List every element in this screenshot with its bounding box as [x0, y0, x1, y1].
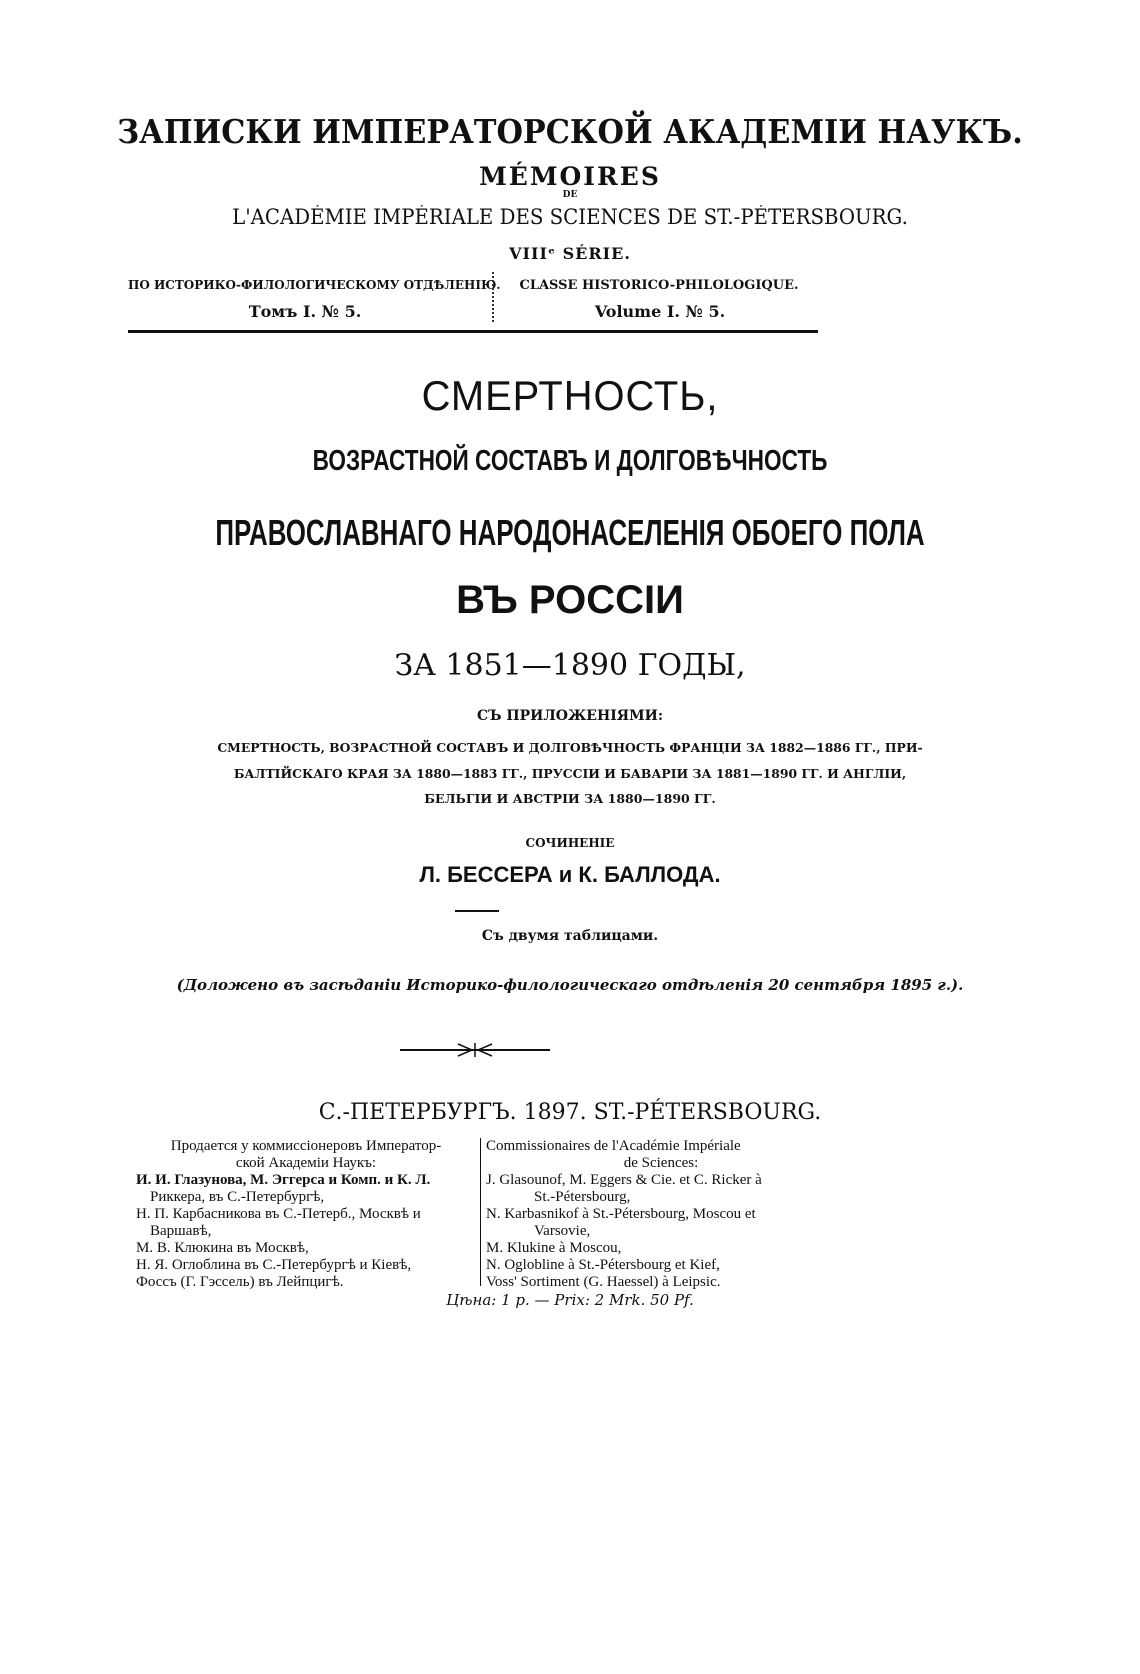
sellers-fr-line: N. Oglobline à St.-Pétersbourg et Kief, [486, 1257, 720, 1273]
sellers-ru-line: Варшавѣ, [150, 1223, 212, 1239]
sellers-ru-line: Риккера, въ С.-Петербургѣ, [150, 1189, 325, 1205]
sellers-ru-line: Продается у коммиссіонеровъ Император- [170, 1138, 442, 1154]
tables-note: Съ двумя таблицами. [481, 928, 659, 944]
author-names: Л. БЕССЕРА и К. БАЛЛОДА. [419, 862, 721, 887]
tome-ru: Томъ I. № 5. [248, 302, 362, 321]
sellers-fr-line: St.-Pétersbourg, [534, 1189, 631, 1205]
sellers-fr-column [486, 1138, 836, 1291]
sellers-ru-column [136, 1138, 476, 1291]
sellers-fr-line: de Sciences: [623, 1155, 699, 1171]
sellers-ru-line: Фоссъ (Г. Гэссель) въ Лейпцигѣ. [136, 1274, 344, 1290]
sellers-fr-line: M. Klukine à Moscou, [486, 1240, 622, 1256]
title-line-4: ВЪ РОССІИ [456, 578, 684, 622]
serie-label: VIIIᵉ SÉRIE. [509, 244, 631, 263]
series-title-ru: ЗАПИСКИ ИМПЕРАТОРСКОЙ АКАДЕМІИ НАУКЪ. [117, 112, 1023, 151]
title-line-3: ПРАВОСЛАВНАГО НАРОДОНАСЕЛЕНІЯ ОБОЕГО ПОЛА [215, 512, 925, 553]
presentation-note: (Доложено въ засѣданіи Историко-филологическаго отдѣленія 20 сентября 1895 г.). [176, 976, 964, 994]
appendix-line-2: БАЛТІЙСКАГО КРАЯ ЗА 1880—1883 ГГ., ПРУССІИ И БАВАРІИ ЗА 1881—1890 ГГ. И АНГЛІИ, [233, 766, 907, 781]
header-column-separator [492, 272, 494, 322]
appendix-heading: СЪ ПРИЛОЖЕНІЯМИ: [476, 708, 663, 724]
sellers-ru-line: Н. Я. Оглоблина въ С.-Петербургѣ и Кіевѣ, [136, 1257, 412, 1273]
appendix-line-1: СМЕРТНОСТЬ, ВОЗРАСТНОЙ СОСТАВЪ И ДОЛГОВѢЧНОСТЬ ФРАНЦІИ ЗА 1882—1886 ГГ., ПРИ- [217, 740, 923, 755]
price: Цѣна: 1 р. — Prix: 2 Mrk. 50 Pf. [446, 1291, 694, 1309]
title-line-1: СМЕРТНОСТЬ, [421, 372, 719, 419]
sellers-fr-line: Commissionaires de l'Académie Impériale [486, 1138, 741, 1154]
sellers-fr-line: Varsovie, [534, 1223, 591, 1239]
imprint-column-separator [480, 1138, 481, 1286]
sellers-fr-line: Voss' Sortiment (G. Haessel) à Leipsic. [486, 1274, 721, 1290]
ornament-divider [400, 1040, 550, 1060]
sellers-fr-line: J. Glasounof, M. Eggers & Cie. et C. Ricker à [486, 1172, 762, 1188]
academie-line: L'ACADÉMIE IMPÉRIALE DES SCIENCES DE ST.-PÉTERSBOURG. [232, 205, 908, 229]
tome-fr: Volume I. № 5. [594, 302, 726, 321]
sellers-ru-line: М. В. Клюкина въ Москвѣ, [136, 1240, 309, 1256]
header-rule [128, 330, 818, 333]
dept-fr: CLASSE HISTORICO-PHILOLOGIQUE. [519, 278, 799, 293]
dept-ru: ПО ИСТОРИКО-ФИЛОЛОГИЧЕСКОМУ ОТДѢЛЕНІЮ. [128, 278, 501, 292]
sellers-ru-line: И. И. Глазунова, М. Эггерса и Комп. и К. Л. [136, 1172, 431, 1188]
appendix-line-3: БЕЛЬГІИ И АВСТРІИ ЗА 1880—1890 ГГ. [424, 791, 716, 806]
sellers-ru-line: Н. П. Карбасникова въ С.-Петерб., Москвѣ и [136, 1206, 421, 1222]
sellers-ru-line: ской Академіи Наукъ: [235, 1155, 377, 1171]
city-year: С.-ПЕТЕРБУРГЪ. 1897. ST.-PÉTERSBOURG. [318, 1100, 822, 1125]
de-word: DE [562, 190, 578, 200]
title-line-5: ЗА 1851—1890 ГОДЫ, [394, 648, 746, 683]
short-rule [455, 910, 499, 912]
sellers-fr-line: N. Karbasnikof à St.-Pétersbourg, Moscou et [486, 1206, 756, 1222]
authorship-label: СОЧИНЕНІЕ [525, 836, 615, 850]
title-line-2: ВОЗРАСТНОЙ СОСТАВЪ И ДОЛГОВѢЧНОСТЬ [312, 445, 828, 477]
memoires-heading: MÉMOIRES [479, 162, 661, 191]
